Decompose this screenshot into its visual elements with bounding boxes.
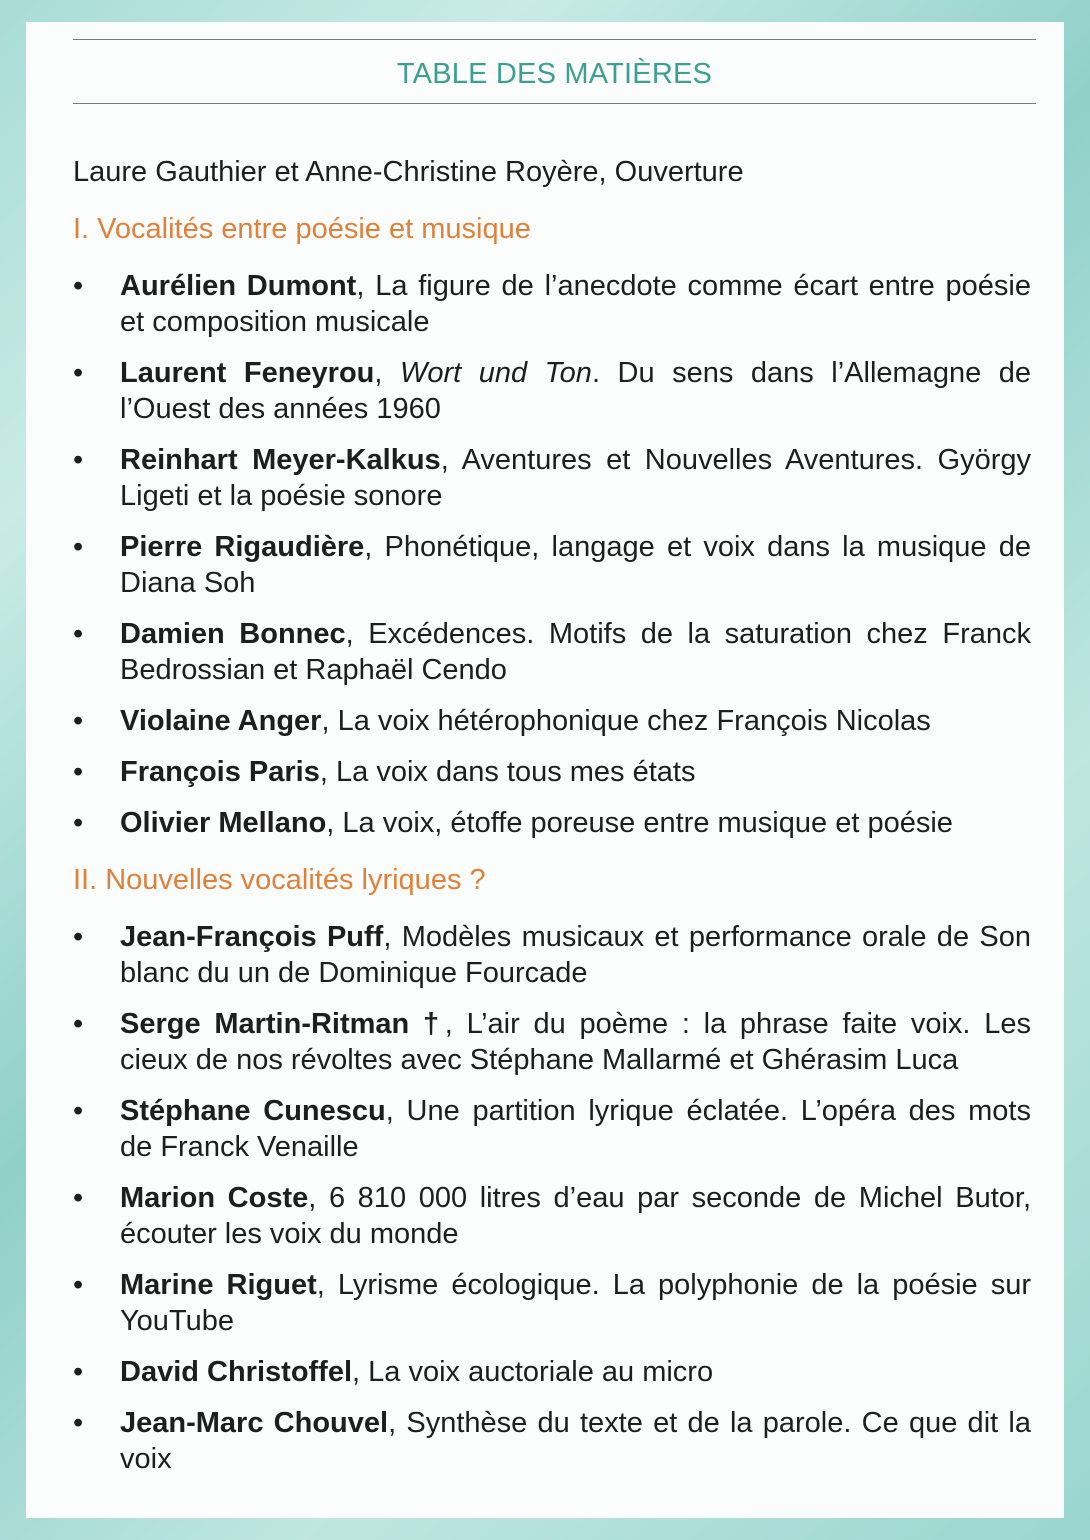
toc-entry[interactable] bbox=[73, 703, 1031, 739]
entry-title: La voix hétérophonique chez François Nicolas bbox=[337, 705, 931, 737]
entry-author: Jean-François Puff bbox=[120, 921, 384, 953]
page-title: TABLE DES MATIÈRES bbox=[396, 58, 713, 90]
bullet-icon: • bbox=[73, 807, 84, 839]
section-one bbox=[73, 211, 1031, 841]
toc-entry[interactable] bbox=[73, 1354, 1031, 1390]
opening-entry[interactable] bbox=[73, 154, 1031, 190]
entry-author: David Christoffel bbox=[120, 1356, 353, 1388]
bullet-icon: • bbox=[73, 921, 84, 953]
bullet-icon: • bbox=[73, 618, 84, 650]
entry-title: . Du sens dans l’Allemagne de l’Ouest des années 1960 bbox=[120, 357, 1031, 425]
bullet-icon: • bbox=[73, 756, 84, 788]
entry-author: Violaine Anger bbox=[120, 705, 322, 737]
entry-separator: , bbox=[326, 807, 343, 839]
entry-list bbox=[73, 268, 1031, 841]
entry-title-italic: Wort und Ton bbox=[399, 357, 592, 389]
entry-title: L’air du poème : la phrase faite voix. Les cieux de nos révoltes avec Stéphane Mallarmé et Ghérasim Luca bbox=[120, 1008, 1031, 1076]
toc-entry[interactable] bbox=[73, 1093, 1031, 1165]
bullet-icon: • bbox=[73, 705, 84, 737]
entry-author: Stéphane Cunescu bbox=[120, 1095, 386, 1127]
entry-separator: , bbox=[345, 618, 369, 650]
toc-entry[interactable] bbox=[73, 919, 1031, 991]
toc-entry[interactable] bbox=[73, 616, 1031, 688]
entry-list bbox=[73, 919, 1031, 1477]
toc-entry[interactable] bbox=[73, 1006, 1031, 1078]
entry-title: La figure de l’anecdote comme écart entre poésie et composition musicale bbox=[120, 270, 1031, 338]
table-of-contents bbox=[73, 154, 1031, 1492]
entry-separator: , bbox=[598, 156, 615, 188]
entry-author: Pierre Rigaudière bbox=[120, 531, 365, 563]
toc-entry[interactable] bbox=[73, 529, 1031, 601]
title-banner bbox=[73, 39, 1036, 104]
entry-title: La voix dans tous mes états bbox=[336, 756, 696, 788]
bullet-icon: • bbox=[73, 1407, 84, 1439]
toc-entry[interactable] bbox=[73, 442, 1031, 514]
entry-title: Modèles musicaux et performance orale de Son blanc du un de Dominique Fourcade bbox=[120, 921, 1031, 989]
bullet-icon: • bbox=[73, 270, 84, 302]
entry-author: François Paris bbox=[120, 756, 320, 788]
entry-separator: , bbox=[356, 270, 376, 302]
entry-title: Une partition lyrique éclatée. L’opéra des mots de Franck Venaille bbox=[120, 1095, 1031, 1163]
entry-title: Lyrisme écologique. La polyphonie de la poésie sur YouTube bbox=[120, 1269, 1032, 1337]
entry-title: Ouverture bbox=[614, 156, 744, 188]
entry-separator: , bbox=[440, 444, 462, 476]
section-heading: II. Nouvelles vocalités lyriques ? bbox=[73, 864, 486, 896]
section-heading: I. Vocalités entre poésie et musique bbox=[73, 213, 531, 245]
entry-separator: , bbox=[388, 1407, 407, 1439]
toc-entry[interactable] bbox=[73, 754, 1031, 790]
toc-entry[interactable] bbox=[73, 268, 1031, 340]
toc-entry[interactable] bbox=[73, 805, 1031, 841]
toc-entry[interactable] bbox=[73, 1180, 1031, 1252]
bullet-icon: • bbox=[73, 444, 84, 476]
entry-separator: , bbox=[352, 1356, 369, 1388]
bullet-icon: • bbox=[73, 357, 84, 389]
entry-author: Jean-Marc Chouvel bbox=[120, 1407, 389, 1439]
entry-title: Aventures et Nouvelles Aventures. György Ligeti et la poésie sonore bbox=[120, 444, 1032, 512]
section-two bbox=[73, 862, 1031, 1477]
bullet-icon: • bbox=[73, 531, 84, 563]
bullet-icon: • bbox=[73, 1356, 84, 1388]
entry-separator: , bbox=[444, 1008, 467, 1040]
entry-author: Laure Gauthier et Anne-Christine Royère bbox=[73, 156, 599, 188]
toc-entry[interactable] bbox=[73, 355, 1031, 427]
entry-separator: , bbox=[316, 1269, 338, 1301]
entry-title: Phonétique, langage et voix dans la musique de Diana Soh bbox=[120, 531, 1031, 599]
bullet-icon: • bbox=[73, 1008, 84, 1040]
entry-author: Damien Bonnec bbox=[120, 618, 346, 650]
toc-entry[interactable] bbox=[73, 1405, 1031, 1477]
entry-separator: , bbox=[383, 921, 402, 953]
entry-author: Serge Martin-Ritman † bbox=[120, 1008, 445, 1040]
bullet-icon: • bbox=[73, 1182, 84, 1214]
entry-separator: , bbox=[319, 756, 336, 788]
entry-author: Olivier Mellano bbox=[120, 807, 327, 839]
entry-title: La voix auctoriale au micro bbox=[368, 1356, 714, 1388]
entry-title: Synthèse du texte et de la parole. Ce que dit la voix bbox=[120, 1407, 1031, 1475]
bullet-icon: • bbox=[73, 1095, 84, 1127]
entry-author: Marine Riguet bbox=[120, 1269, 317, 1301]
entry-separator: , bbox=[308, 1182, 329, 1214]
entry-author: Reinhart Meyer-Kalkus bbox=[120, 444, 441, 476]
entry-separator: , bbox=[364, 531, 385, 563]
entry-title: La voix, étoffe poreuse entre musique et poésie bbox=[342, 807, 953, 839]
bullet-icon: • bbox=[73, 1269, 84, 1301]
entry-author: Marion Coste bbox=[120, 1182, 309, 1214]
entry-author: Laurent Feneyrou bbox=[120, 357, 375, 389]
entry-title: 6 810 000 litres d’eau par seconde de Michel Butor, écouter les voix du monde bbox=[120, 1182, 1031, 1250]
page-sheet bbox=[26, 22, 1064, 1518]
entry-separator: , bbox=[385, 1095, 407, 1127]
entry-separator: , bbox=[321, 705, 338, 737]
entry-author: Aurélien Dumont bbox=[120, 270, 357, 302]
entry-title: Excédences. Motifs de la saturation chez Franck Bedrossian et Raphaël Cendo bbox=[120, 618, 1031, 686]
toc-entry[interactable] bbox=[73, 1267, 1031, 1339]
entry-separator: , bbox=[374, 357, 400, 389]
